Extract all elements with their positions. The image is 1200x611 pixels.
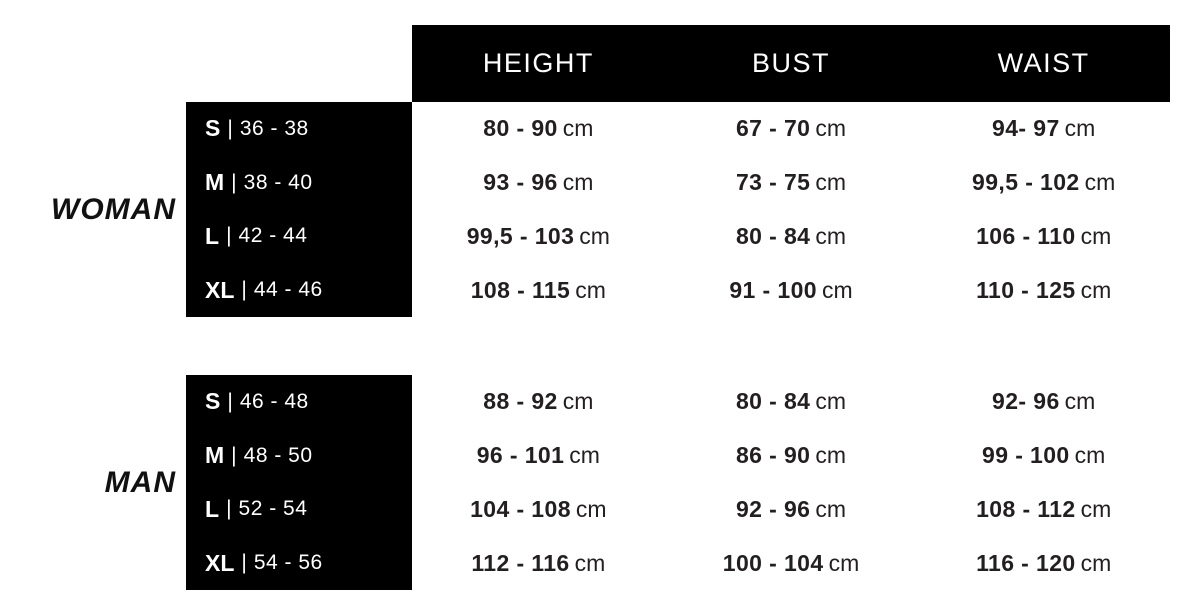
measure-bust xyxy=(665,442,918,469)
measure-bust xyxy=(665,169,918,196)
measure-waist xyxy=(917,550,1170,577)
measure-value: 88 - 92 xyxy=(483,388,558,415)
size-range: 44 - 46 xyxy=(253,278,323,302)
table-row xyxy=(0,156,1200,210)
measure-cells xyxy=(412,115,1170,142)
measure-height xyxy=(412,550,665,577)
measure-height xyxy=(412,388,665,415)
size-code: L xyxy=(205,495,220,522)
measure-value: 106 - 110 xyxy=(976,222,1076,249)
measure-value: 96 - 101 xyxy=(476,442,565,469)
measure-waist xyxy=(917,277,1170,304)
section-woman xyxy=(0,102,1200,317)
measure-unit: cm xyxy=(575,495,607,522)
size-separator: | xyxy=(226,224,232,248)
size-code: L xyxy=(205,222,220,249)
measure-value: 108 - 115 xyxy=(470,276,571,303)
measure-value: 92- 96 xyxy=(992,388,1060,415)
table-row xyxy=(0,210,1200,264)
size-code: XL xyxy=(205,549,235,576)
measure-unit: cm xyxy=(1074,442,1106,469)
measure-unit: cm xyxy=(815,222,847,249)
measure-value: 80 - 90 xyxy=(483,115,558,142)
measure-value: 91 - 100 xyxy=(729,276,817,303)
size-cell xyxy=(186,169,412,196)
measure-cells xyxy=(412,169,1170,196)
measure-bust xyxy=(665,223,918,250)
measure-bust xyxy=(665,550,918,577)
size-range: 48 - 50 xyxy=(243,443,313,467)
measure-unit: cm xyxy=(575,276,606,303)
measure-height xyxy=(412,115,665,142)
table-row xyxy=(0,375,1200,429)
measure-value: 112 - 116 xyxy=(471,549,570,576)
measure-value: 73 - 75 xyxy=(735,169,811,196)
measure-unit: cm xyxy=(562,388,594,415)
table-row xyxy=(0,263,1200,317)
measure-cells xyxy=(412,388,1170,415)
section-man xyxy=(0,375,1200,590)
rows-woman xyxy=(0,102,1200,317)
size-separator: | xyxy=(227,389,233,413)
size-cell xyxy=(186,550,412,577)
measure-value: 92 - 96 xyxy=(735,495,811,522)
measure-unit: cm xyxy=(815,495,847,522)
measure-waist xyxy=(917,223,1170,250)
measure-unit: cm xyxy=(1080,495,1112,522)
measure-cells xyxy=(412,277,1170,304)
size-cell xyxy=(186,115,412,142)
size-code: M xyxy=(205,169,225,196)
group-label-man: MAN xyxy=(104,465,176,499)
size-range: 54 - 56 xyxy=(253,551,323,575)
measure-value: 67 - 70 xyxy=(735,115,811,142)
measure-unit: cm xyxy=(574,549,606,576)
measure-value: 99,5 - 103 xyxy=(466,222,575,249)
size-cell xyxy=(186,277,412,304)
measure-unit: cm xyxy=(569,442,600,469)
rows-man xyxy=(0,375,1200,590)
measure-unit: cm xyxy=(815,388,847,415)
measure-waist xyxy=(917,388,1170,415)
size-code: XL xyxy=(205,276,235,303)
size-range: 46 - 48 xyxy=(239,389,309,413)
size-cell xyxy=(186,223,412,250)
measure-bust xyxy=(665,496,918,523)
measure-unit: cm xyxy=(1064,388,1096,415)
measure-unit: cm xyxy=(815,115,847,142)
measure-value: 116 - 120 xyxy=(976,549,1076,576)
size-code: M xyxy=(205,442,225,469)
measure-cells xyxy=(412,496,1170,523)
column-header-bust: BUST xyxy=(752,48,831,78)
size-range: 52 - 54 xyxy=(238,497,308,521)
size-separator: | xyxy=(231,443,237,467)
measure-value: 80 - 84 xyxy=(735,222,811,249)
measure-cells xyxy=(412,442,1170,469)
measure-value: 99 - 100 xyxy=(982,442,1070,469)
size-code: S xyxy=(205,388,221,415)
table-row xyxy=(0,483,1200,537)
measure-unit: cm xyxy=(821,276,853,303)
size-separator: | xyxy=(241,278,247,302)
size-separator: | xyxy=(227,116,233,140)
size-range: 38 - 40 xyxy=(243,170,313,194)
measure-bust xyxy=(665,115,918,142)
measure-value: 99,5 - 102 xyxy=(972,169,1080,196)
size-range: 36 - 38 xyxy=(239,116,309,140)
measure-unit: cm xyxy=(815,442,847,469)
column-header-height: HEIGHT xyxy=(482,48,594,78)
measure-value: 108 - 112 xyxy=(976,495,1076,522)
measure-unit: cm xyxy=(1080,549,1112,576)
column-header-waist: WAIST xyxy=(997,48,1090,78)
measure-waist xyxy=(917,115,1170,142)
group-label-woman: WOMAN xyxy=(51,192,176,226)
measure-waist xyxy=(917,442,1170,469)
size-cell xyxy=(186,388,412,415)
size-cell xyxy=(186,442,412,469)
table-row xyxy=(0,429,1200,483)
measure-value: 100 - 104 xyxy=(722,549,824,576)
measure-height xyxy=(412,442,665,469)
measure-height xyxy=(412,223,665,250)
measure-unit: cm xyxy=(562,115,594,142)
measure-waist xyxy=(917,496,1170,523)
measure-unit: cm xyxy=(562,169,594,196)
measure-waist xyxy=(917,169,1170,196)
measure-unit: cm xyxy=(1084,169,1116,196)
measure-value: 86 - 90 xyxy=(735,442,811,469)
size-cell xyxy=(186,496,412,523)
measure-bust xyxy=(665,277,918,304)
table-row xyxy=(0,102,1200,156)
measure-value: 104 - 108 xyxy=(470,495,571,522)
measure-unit: cm xyxy=(815,169,847,196)
measure-unit: cm xyxy=(828,549,860,576)
measure-unit: cm xyxy=(579,222,610,249)
measure-value: 94- 97 xyxy=(992,115,1060,142)
measure-height xyxy=(412,277,665,304)
size-separator: | xyxy=(231,170,237,194)
table-row xyxy=(0,536,1200,590)
measure-cells xyxy=(412,223,1170,250)
size-separator: | xyxy=(226,497,232,521)
measure-height xyxy=(412,169,665,196)
measure-height xyxy=(412,496,665,523)
size-range: 42 - 44 xyxy=(238,224,308,248)
measure-value: 80 - 84 xyxy=(735,388,811,415)
size-separator: | xyxy=(241,551,247,575)
table-header-row xyxy=(412,25,1170,102)
measure-unit: cm xyxy=(1080,222,1112,249)
measure-value: 110 - 125 xyxy=(976,276,1076,303)
measure-unit: cm xyxy=(1080,276,1112,303)
measure-cells xyxy=(412,550,1170,577)
size-code: S xyxy=(205,115,221,142)
measure-unit: cm xyxy=(1064,115,1096,142)
measure-bust xyxy=(665,388,918,415)
measure-value: 93 - 96 xyxy=(483,169,558,196)
